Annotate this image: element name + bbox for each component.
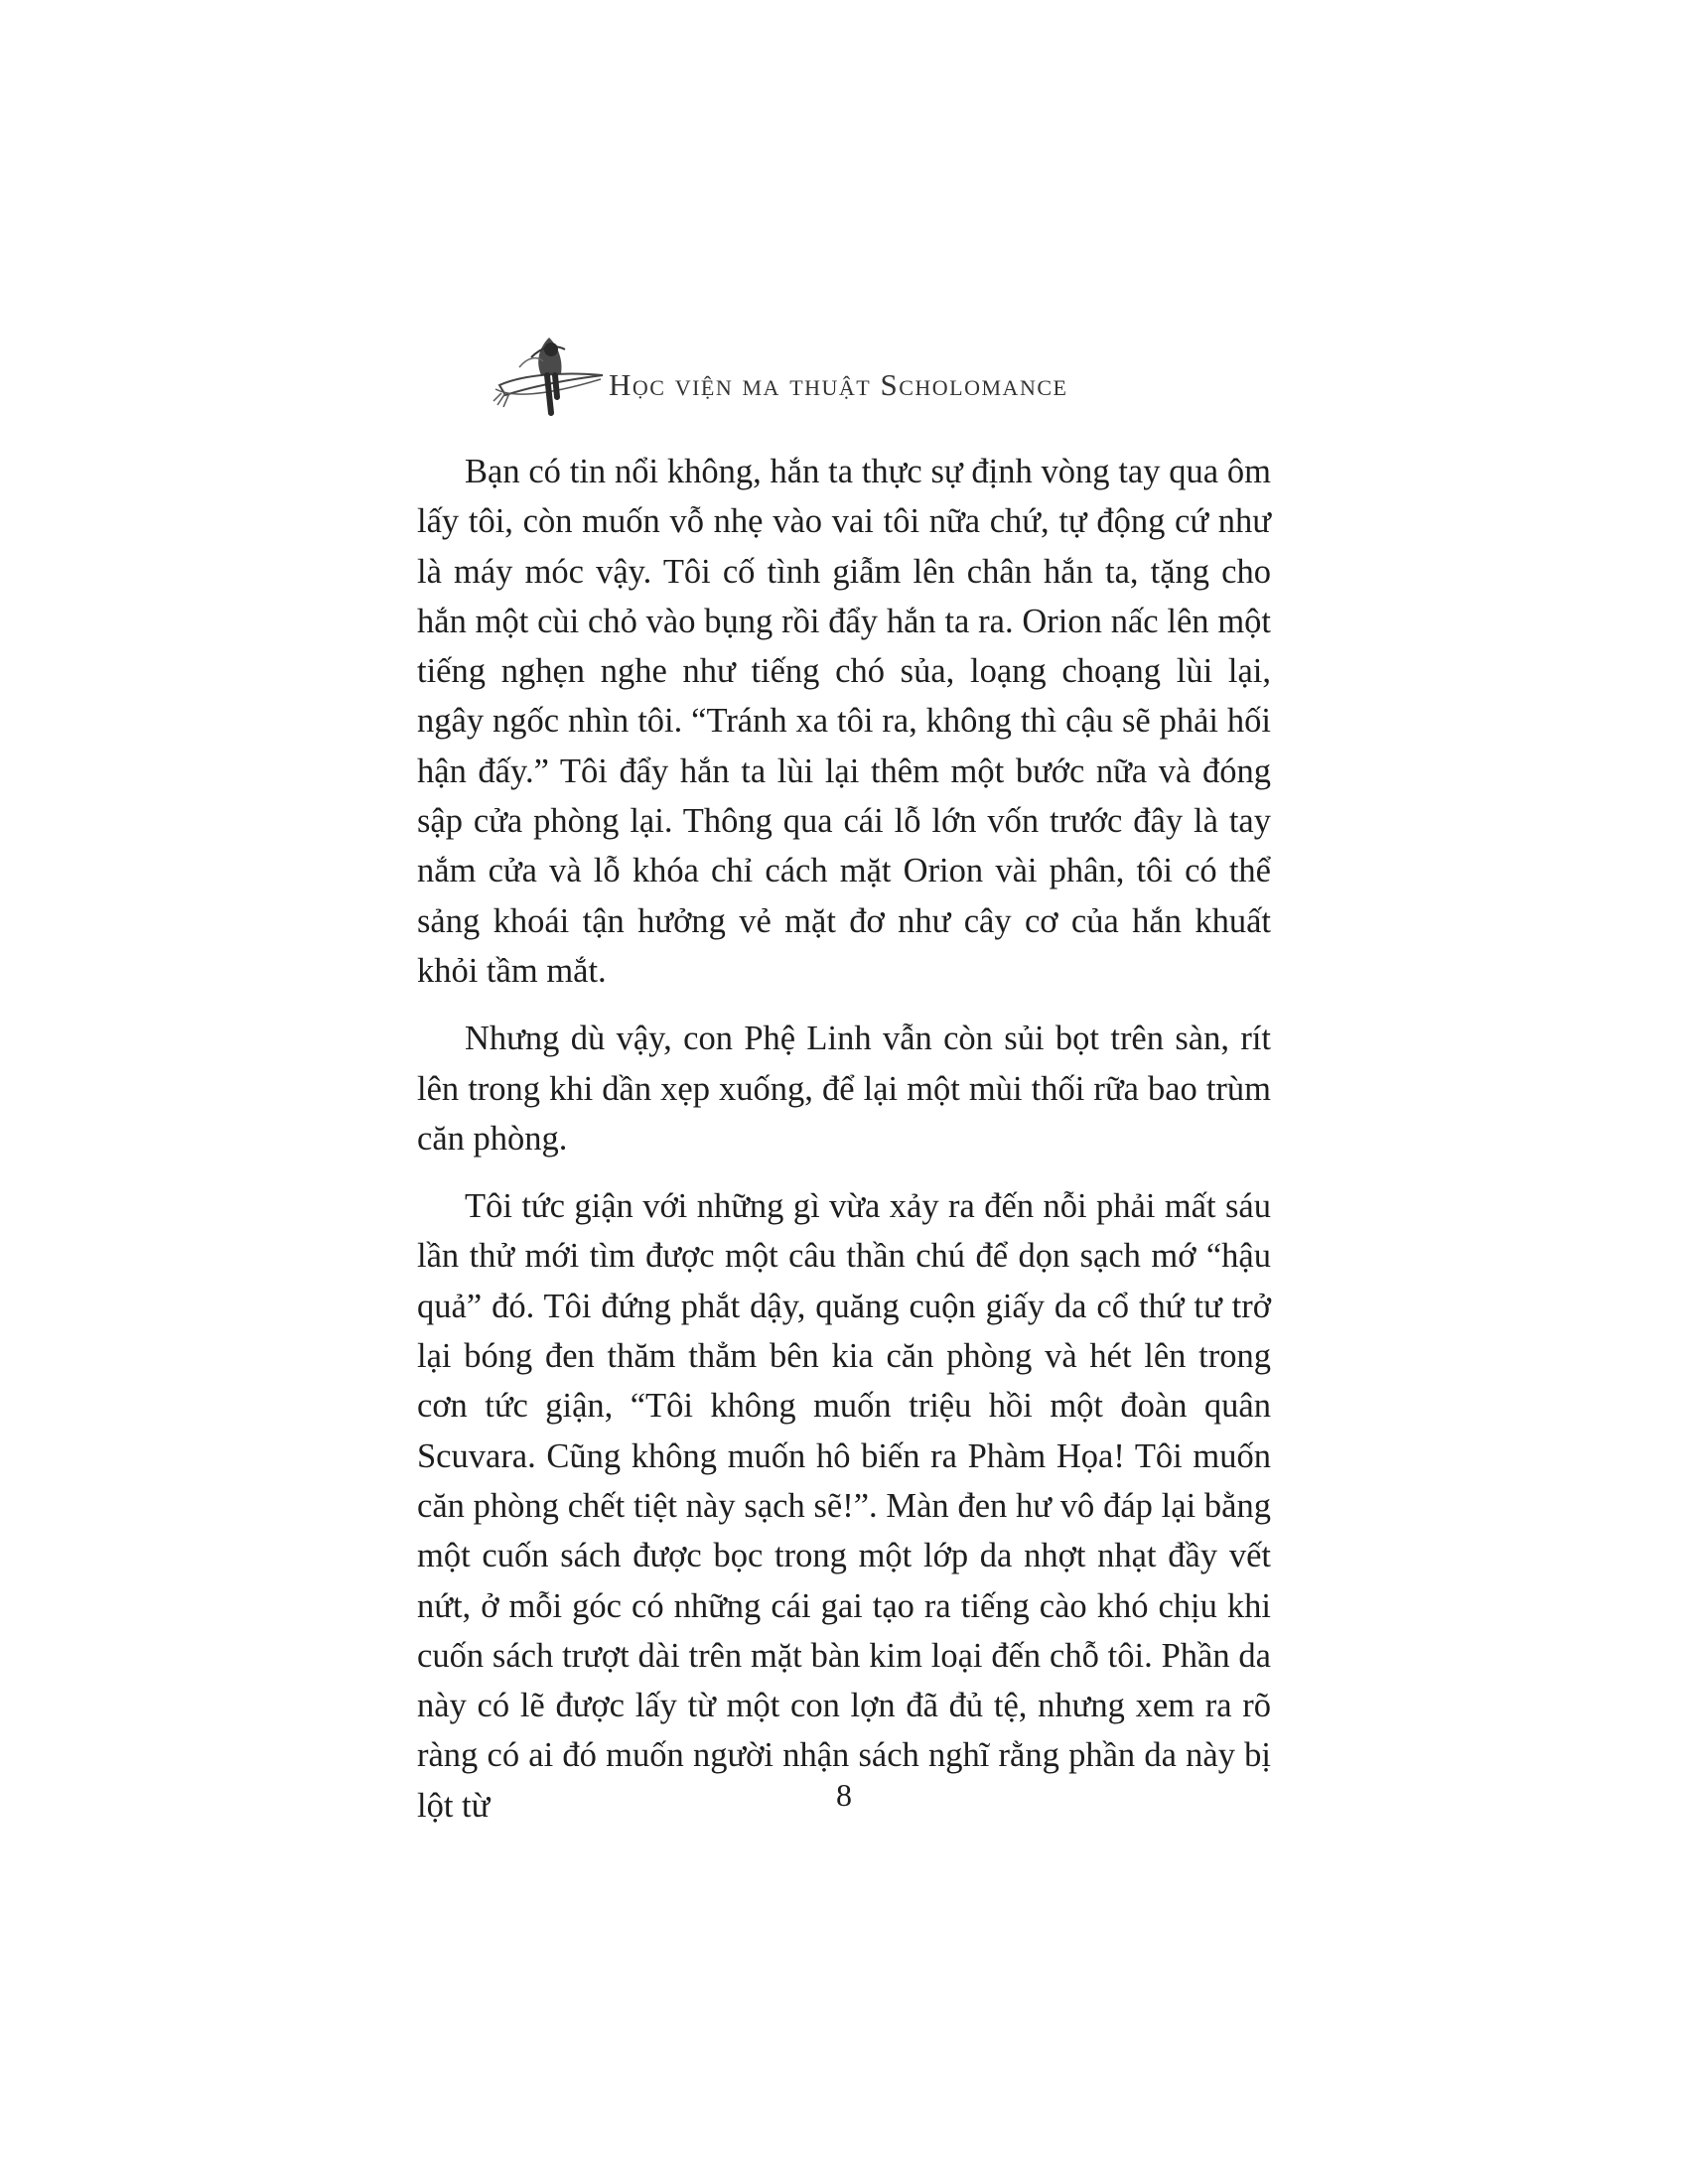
paragraph-1: Bạn có tin nổi không, hắn ta thực sự định vòng tay qua ôm lấy tôi, còn muốn vỗ nhẹ vào vai tôi nữa chứ, tự động cứ như là máy móc vậy. Tôi cố tình giẫm lên chân hắn ta, tặng cho hắn một cùi chỏ vào bụng rồi đẩy hắn ta ra. Orion nấc lên một tiếng nghẹn nghe như tiếng chó sủa, loạng choạng lùi lại, ngây ngốc nhìn tôi. “Tránh xa tôi ra, không thì cậu sẽ phải hối hận đấy.” Tôi đẩy hắn ta lùi lại thêm một bước nữa và đóng sập cửa phòng lại. Thông qua cái lỗ lớn vốn trước đây là tay nắm cửa và lỗ khóa chỉ cách mặt Orion vài phân, tôi có thể sảng khoái tận hưởng vẻ mặt đơ như cây cơ của hắn khuất khỏi tầm mắt.: [417, 453, 1271, 990]
page-number: 8: [836, 1777, 852, 1813]
body-text: [417, 447, 1271, 1848]
paragraph-3: Tôi tức giận với những gì vừa xảy ra đến nỗi phải mất sáu lần thử mới tìm được một câu thần chú để dọn sạch mớ “hậu quả” đó. Tôi đứng phắt dậy, quăng cuộn giấy da cổ thứ tư trở lại bóng đen thăm thẳm bên kia căn phòng và hét lên trong cơn tức giận, “Tôi không muốn triệu hồi một đoàn quân Scuvara. Cũng không muốn hô biến ra Phàm Họa! Tôi muốn căn phòng chết tiệt này sạch sẽ!”. Màn đen hư vô đáp lại bằng một cuốn sách được bọc trong một lớp da nhợt nhạt đầy vết nứt, ở mỗi góc có những cái gai tạo ra tiếng cào khó chịu khi cuốn sách trượt dài trên mặt bàn kim loại đến chỗ tôi. Phần da này có lẽ được lấy từ một con lợn đã đủ tệ, nhưng xem ra rõ ràng có ai đó muốn người nhận sách nghĩ rằng phần da này bị lột từ: [417, 1187, 1271, 1825]
running-header: [492, 328, 1107, 447]
witch-on-broom-icon: [492, 328, 611, 447]
running-header-title: Học viện ma thuật Scholomance: [609, 367, 1068, 402]
paragraph-2: Nhưng dù vậy, con Phệ Linh vẫn còn sủi bọt trên sàn, rít lên trong khi dần xẹp xuống, để lại một mùi thối rữa bao trùm căn phòng.: [417, 1020, 1271, 1158]
